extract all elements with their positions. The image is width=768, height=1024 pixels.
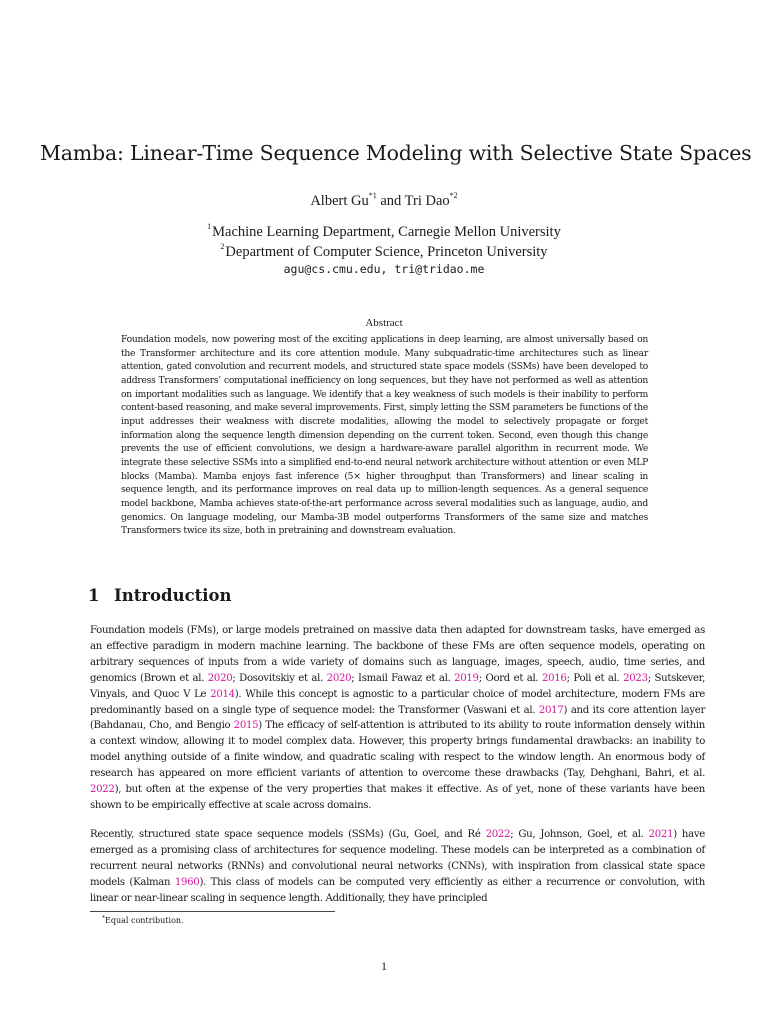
author-conjunction: and (376, 193, 405, 209)
page-number: 1 (381, 959, 387, 973)
affiliation-mark: 1 (207, 222, 212, 231)
section-heading (88, 586, 232, 605)
author-line (0, 191, 768, 210)
author-name: Tri Dao (404, 193, 450, 209)
paragraph-text: ; Ismail Fawaz et al. (351, 672, 455, 684)
citation-link[interactable]: 2017 (538, 704, 564, 716)
paragraph-text: Foundation models (FMs), or large models pretrained on massive data then adapted for downstream tasks, have emerged as an effective paradigm in modern machine learning. The backbone of these FMs are often sequence models, operating on arbitrary sequences of inputs from a wide variety of domains such as language, images, speech, audio, time series, and genomics (Brown et al. (90, 625, 705, 684)
author-marks: *1 (368, 191, 377, 200)
author-name: Albert Gu (310, 193, 369, 209)
paragraph-text: ), but often at the expense of the very properties that makes it effective. As of yet, none of these variants have been shown to be empirically effective at scale across domains. (90, 784, 705, 811)
paragraph-text: ). While this concept is agnostic to a particular choice of model architecture, modern FMs are predominantly based on a single type of sequence model: the Transformer (Vaswani et al. (90, 688, 705, 716)
citation-link[interactable]: 2015 (233, 720, 259, 732)
paragraph-text: ; Dosovitskiy et al. (232, 672, 327, 684)
paragraph-text: ; Oord et al. (478, 672, 542, 684)
abstract-text: Foundation models, now powering most of the exciting applications in deep learning, are almost universally based on the Transformer architecture and its core attention module. Many subquadratic-time architectures such as linear attention, gated convolution and recurrent models, and structured state space models (SSMs) have been developed to address Transformers’ computational inefficiency on long sequences, but they have not performed as well as attention on important modalities such as language. We identify that a key weakness of such models is their inability to perform content-based reasoning, and make several improvements. First, simply letting the SSM parameters be functions of the input addresses their weakness with discrete modalities, allowing the model to selectively propagate or forget information along the sequence length dimension depending on the current token. Second, even though this change prevents the use of efficient convolutions, we design a hardware-aware parallel algorithm in recurrent mode. We integrate these selective SSMs into a simplified end-to-end neural network architecture without attention or even MLP blocks (Mamba). Mamba enjoys fast inference (5× higher throughput than Transformers) and linear scaling in sequence length, and its performance improves on real data up to million-length sequences. As a general sequence model backbone, Mamba achieves state-of-the-art performance across several modalities such as language, audio, and genomics. On language modeling, our Mamba-3B model outperforms Transformers of the same size and matches Transformers twice its size, both in pretraining and downstream evaluation. (121, 335, 648, 537)
citation-link[interactable]: 2022 (90, 784, 115, 796)
paper-title: Mamba: Linear-Time Sequence Modeling with Selective State Spaces (40, 141, 752, 165)
section-title: Introduction (114, 586, 232, 605)
paragraph-text: ) The efficacy of self-attention is attributed to its ability to route information densely within a context window, allowing it to model complex data. However, this property brings fundamental drawbacks: an inability to model anything outside of a finite window, and quadratic scaling with respect to the window length. An enormous body of research has appeared on more efficient variants of attention to overcome these drawbacks (Tay, Dehghani, Bahri, et al. (90, 720, 705, 780)
citation-link[interactable]: 2021 (648, 829, 674, 840)
paragraph-text: ; Gu, Johnson, Goel, et al. (510, 829, 649, 840)
paragraph-text: ). This class of models can be computed very efficiently as either a recurrence or convolution, with linear or near-linear scaling in sequence length. Additionally, they have principled (90, 876, 705, 904)
affiliation-mark: 2 (220, 242, 225, 251)
paragraph-text: Recently, structured state space sequence models (SSMs) (Gu, Goel, and Ré (90, 829, 486, 840)
citation-link[interactable]: 2022 (485, 829, 511, 840)
citation-link[interactable]: 1960 (174, 876, 200, 888)
citation-link[interactable]: 2020 (326, 672, 352, 684)
intro-paragraph (90, 623, 705, 814)
paragraph-text: ; Poli et al. (566, 672, 624, 684)
footnote-mark: * (102, 915, 105, 922)
citation-link[interactable]: 2020 (207, 672, 233, 684)
affiliation-text: Department of Computer Science, Princeton University (225, 244, 548, 260)
abstract-heading: Abstract (365, 317, 403, 329)
footnote-divider (90, 911, 335, 912)
author-emails[interactable]: agu@cs.cmu.edu, tri@tridao.me (283, 262, 485, 276)
author-marks: *2 (449, 191, 458, 200)
footnote-text: Equal contribution. (105, 916, 184, 925)
affiliation-text: Machine Learning Department, Carnegie Mellon University (212, 224, 561, 240)
citation-link[interactable]: 2016 (542, 672, 567, 684)
citation-link[interactable]: 2023 (623, 672, 648, 684)
section-number: 1 (88, 586, 100, 605)
paragraph-text: ) and its core attention layer (Bahdanau, Cho, and Bengio (90, 704, 706, 732)
affiliation (0, 222, 768, 241)
paragraph-text: ) have emerged as a promising class of architectures for sequence modeling. These models can be interpreted as a combination of recurrent neural networks (RNNs) and convolutional neural networks (CNNs), with inspiration from classical state space models (Kalman (90, 829, 706, 888)
citation-link[interactable]: 2014 (210, 688, 235, 700)
footnote (102, 915, 184, 925)
affiliation (0, 242, 768, 261)
citation-link[interactable]: 2019 (454, 672, 479, 684)
intro-paragraph (90, 827, 705, 907)
paragraph-text: ; Sutskever, Vinyals, and Quoc V Le (90, 672, 705, 700)
